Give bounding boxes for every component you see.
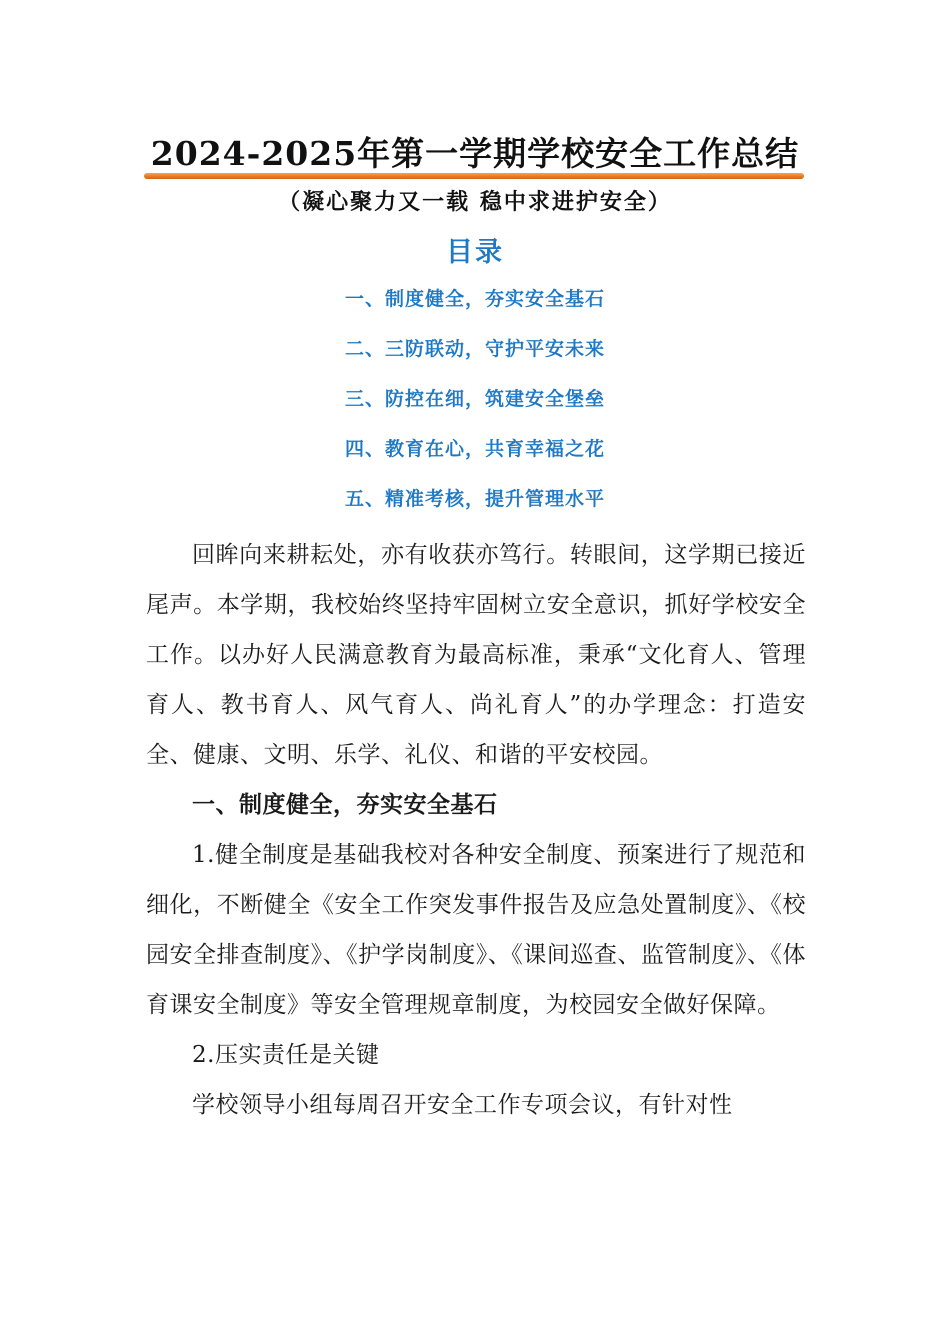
body-paragraph: 学校领导小组每周召开安全工作专项会议，有针对性 <box>192 1092 733 1118</box>
document-body <box>146 530 806 1130</box>
toc-item-2[interactable]: 二、三防联动，守护平安未来 <box>344 338 605 360</box>
body-paragraph: 2.压实责任是关键 <box>192 1042 380 1068</box>
document-title: 2024-2025年第一学期学校安全工作总结 <box>150 134 800 173</box>
body-paragraph: 1.健全制度是基础我校对各种安全制度、预案进行了规范和细化，不断健全《安全工作突发事件报告及应急处置制度》、《校园安全排查制度》、《护学岗制度》、《课间巡查、监管制度》、《体育课安全制度》等安全管理规章制度，为校园安全做好保障。 <box>146 842 806 1018</box>
toc-item-5[interactable]: 五、精准考核，提升管理水平 <box>344 488 605 510</box>
intro-paragraph: 回眸向来耕耘处，亦有收获亦笃行。转眼间，这学期已接近尾声。本学期，我校始终坚持牢固树立安全意识，抓好学校安全工作。以办好人民满意教育为最高标准，秉承“文化育人、管理育人、教书育人、风气育人、尚礼育人”的办学理念：打造安全、健康、文明、乐学、礼仪、和谐的平安校园。 <box>146 542 806 768</box>
title-underline <box>144 173 804 179</box>
document-subtitle: （凝心聚力又一载 稳中求进护安全） <box>278 189 672 215</box>
toc-heading: 目录 <box>446 237 504 268</box>
section-heading-1: 一、制度健全，夯实安全基石 <box>192 792 498 818</box>
table-of-contents <box>0 282 950 532</box>
toc-item-3[interactable]: 三、防控在细，筑建安全堡垒 <box>344 388 605 410</box>
toc-item-4[interactable]: 四、教育在心，共育幸福之花 <box>344 438 605 460</box>
toc-item-1[interactable]: 一、制度健全，夯实安全基石 <box>344 288 605 310</box>
